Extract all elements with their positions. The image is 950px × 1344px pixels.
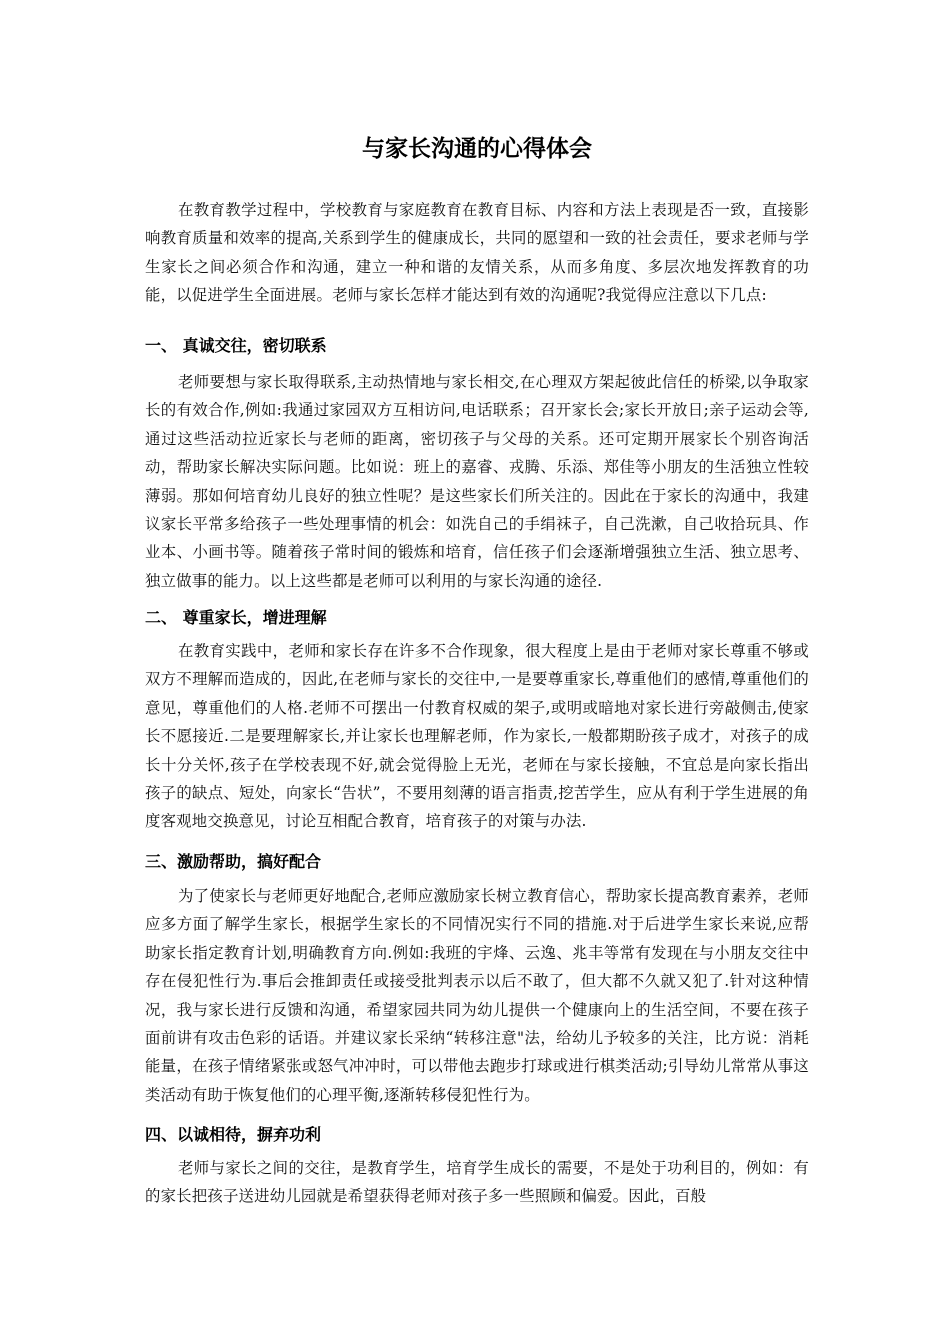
section-heading-3: 三、激励帮助，搞好配合 bbox=[145, 852, 322, 871]
section-heading-1: 一、 真诚交往，密切联系 bbox=[145, 336, 327, 355]
section-body-1: 老师要想与家长取得联系,主动热情地与家长相交,在心理双方架起彼此信任的桥梁,以争取家长的有效合作,例如:我通过家园双方互相访问,电话联系；召开家长会;家长开放日;亲子运动会等,通过这些活动拉近家长与老师的距离，密切孩子与父母的关系。还可定期开展家长个别咨询活动，帮助家长解决实际问题。比如说：班上的嘉睿、戎腾、乐添、郑佳等小朋友的生活独立性较薄弱。那如何培育幼儿良好的独立性呢？是这些家长们所关注的。因此在于家长的沟通中，我建议家长平常多给孩子一些处理事情的机会：如洗自己的手绢袜子，自己洗漱，自己收拾玩具、作业本、小画书等。随着孩子常时间的锻炼和培育，信任孩子们会逐渐增强独立生活、独立思考、独立做事的能力。以上这些都是老师可以利用的与家长沟通的途径. bbox=[145, 373, 809, 590]
section-heading-2: 二、 尊重家长，增进理解 bbox=[145, 608, 327, 627]
section-body-4: 老师与家长之间的交往，是教育学生，培育学生成长的需要，不是处于功利目的，例如：有的家长把孩子送进幼儿园就是希望获得老师对孩子多一些照顾和偏爱。因此，百般 bbox=[145, 1159, 809, 1206]
document-title: 与家长沟通的心得体会 bbox=[362, 136, 592, 162]
section-body-2: 在教育实践中，老师和家长存在许多不合作现象，很大程度上是由于老师对家长尊重不够或双方不理解而造成的，因此,在老师与家长的交往中,一是要尊重家长,尊重他们的感情,尊重他们的意见，尊重他们的人格.老师不可摆出一付教育权威的架子,或明或暗地对家长进行旁敲侧击,使家长不愿接近.二是要理解家长,并让家长也理解老师，作为家长,一般都期盼孩子成才，对孩子的成长十分关怀,孩子在学校表现不好,就会觉得脸上无光，老师在与家长接触，不宜总是向家长指出孩子的缺点、短处，向家长“告状”，不要用刻薄的语言指责,挖苦学生，应从有利于学生进展的角度客观地交换意见，讨论互相配合教育，培育孩子的对策与办法. bbox=[145, 642, 809, 831]
intro-paragraph: 在教育教学过程中，学校教育与家庭教育在教育目标、内容和方法上表现是否一致，直接影响教育质量和效率的提高,关系到学生的健康成长，共同的愿望和一致的社会责任，要求老师与学生家长之间必须合作和沟通，建立一种和谐的友情关系，从而多角度、多层次地发挥教育的功能，以促进学生全面进展。老师与家长怎样才能达到有效的沟通呢?我觉得应注意以下几点: bbox=[145, 201, 809, 305]
section-heading-4: 四、以诚相待，摒弃功利 bbox=[145, 1125, 322, 1144]
section-body-3: 为了使家长与老师更好地配合,老师应激励家长树立教育信心，帮助家长提高教育素养，老师应多方面了解学生家长，根据学生家长的不同情况实行不同的措施.对于后进学生家长来说,应帮助家长指定教育计划,明确教育方向.例如:我班的宇烽、云逸、兆丰等常有发现在与小朋友交往中存在侵犯性行为.事后会推卸责任或接受批判表示以后不敢了，但大都不久就又犯了.针对这种情况，我与家长进行反馈和沟通，希望家园共同为幼儿提供一个健康向上的生活空间，不要在孩子面前讲有攻击色彩的话语。并建议家长采纳“转移注意"法，给幼儿予较多的关注，比方说：消耗能量，在孩子情绪紧张或怒气冲冲时，可以带他去跑步打球或进行棋类活动;引导幼儿常常从事这类活动有助于恢复他们的心理平衡,逐渐转移侵犯性行为。 bbox=[145, 887, 809, 1104]
